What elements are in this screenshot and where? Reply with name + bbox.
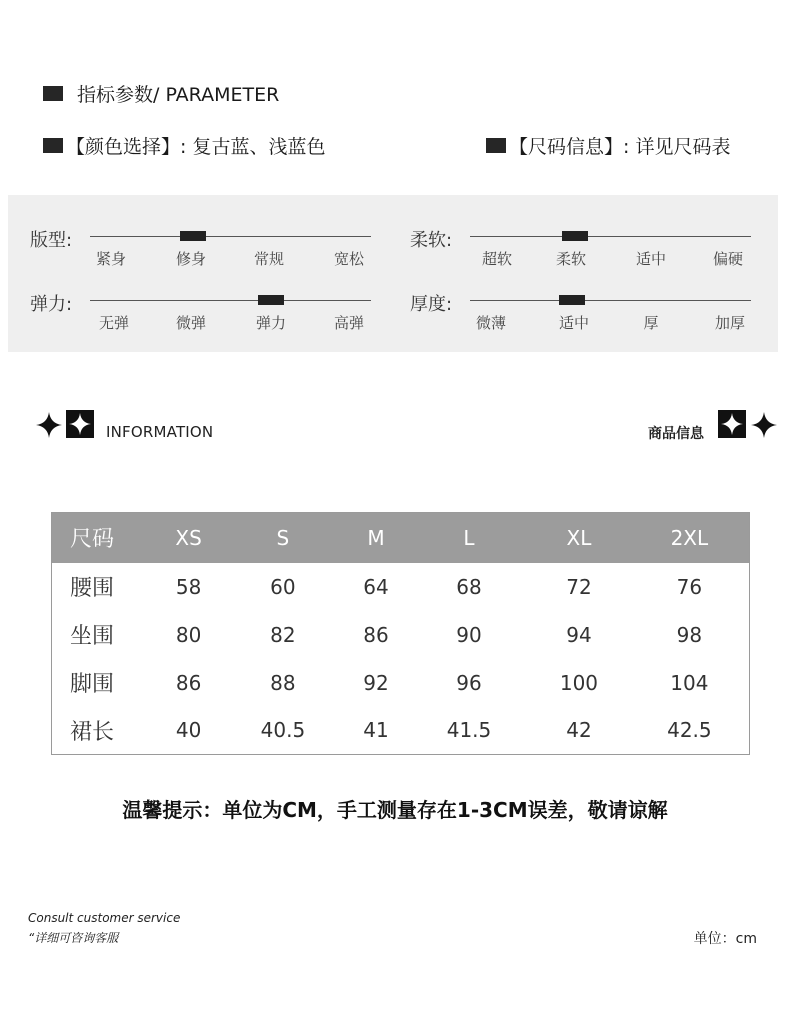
table-cell: 100 xyxy=(559,670,599,695)
table-cell: 68 xyxy=(456,574,482,599)
header-cell: M xyxy=(342,513,410,563)
table-cell: 76 xyxy=(676,574,703,599)
header-cell: L xyxy=(410,513,528,563)
row-label: 坐围 xyxy=(70,624,115,649)
color-square-icon xyxy=(43,138,63,153)
attribute-panel xyxy=(8,195,778,352)
option-label: 厚 xyxy=(643,314,659,332)
table-row xyxy=(52,611,750,659)
option-label: 微弹 xyxy=(175,314,207,332)
color-label: 【颜色选择】: 复古蓝、浅蓝色 xyxy=(66,136,326,158)
consult-service-en: Consult customer service xyxy=(28,911,181,925)
table-cell: 58 xyxy=(175,574,202,599)
row-label: 脚围 xyxy=(70,672,115,697)
table-cell: 60 xyxy=(270,574,296,599)
table-row xyxy=(52,707,750,755)
table-cell: 92 xyxy=(363,670,389,695)
option-label: 微薄 xyxy=(475,314,507,332)
option-label: 适中 xyxy=(635,250,667,268)
information-title: INFORMATION xyxy=(106,423,214,441)
table-cell: 80 xyxy=(175,622,202,647)
sparkle-box-icon xyxy=(66,410,94,438)
table-row xyxy=(52,563,750,611)
header-cell: 2XL xyxy=(630,513,750,563)
option-label: 修身 xyxy=(175,250,207,268)
option-label: 常规 xyxy=(253,250,285,268)
option-label: 宽松 xyxy=(333,250,365,268)
sparkle-icon xyxy=(751,412,777,438)
option-label: 偏硬 xyxy=(712,250,744,268)
table-cell: 41.5 xyxy=(446,718,492,743)
option-label: 适中 xyxy=(558,314,590,332)
sparkle-icon xyxy=(36,412,62,438)
size-info-label: 【尺码信息】: 详见尺码表 xyxy=(509,136,731,158)
table-cell: 72 xyxy=(566,574,592,599)
sparkle-box-icon xyxy=(718,410,746,438)
unit-label: 单位：cm xyxy=(693,931,757,947)
header-cell: 尺码 xyxy=(52,513,154,563)
size-info-square-icon xyxy=(486,138,506,153)
product-info-title: 商品信息 xyxy=(648,426,704,442)
table-cell: 88 xyxy=(270,670,296,695)
scale-marker xyxy=(258,295,284,305)
attribute-label: 版型: xyxy=(30,230,73,251)
table-cell: 40 xyxy=(175,718,202,743)
table-cell: 96 xyxy=(456,670,482,695)
table-row xyxy=(52,659,750,707)
table-cell: 42 xyxy=(566,718,592,743)
scale-marker xyxy=(180,231,206,241)
scale-line xyxy=(90,236,371,237)
table-cell: 82 xyxy=(270,622,296,647)
attribute-label: 厚度: xyxy=(410,294,453,315)
option-label: 无弹 xyxy=(98,314,130,332)
option-label: 柔软 xyxy=(555,250,587,268)
option-label: 紧身 xyxy=(95,250,127,268)
size-table xyxy=(51,512,750,755)
table-cell: 90 xyxy=(456,622,482,647)
measurement-tip: 温馨提示：单位为CM，手工测量存在1-3CM误差，敬请谅解 xyxy=(122,798,668,822)
consult-service-cn: “详细可咨询客服 xyxy=(28,931,119,945)
scale-line xyxy=(90,300,371,301)
row-label: 腰围 xyxy=(70,576,115,601)
option-label: 超软 xyxy=(481,250,513,268)
scale-line xyxy=(470,300,751,301)
table-header-row xyxy=(52,513,750,563)
header-cell: XL xyxy=(528,513,630,563)
header-cell: S xyxy=(224,513,342,563)
table-cell: 42.5 xyxy=(667,718,712,743)
option-label: 加厚 xyxy=(714,314,746,332)
scale-line xyxy=(470,236,751,237)
attribute-label: 柔软: xyxy=(410,230,453,251)
table-cell: 104 xyxy=(670,670,709,695)
table-cell: 40.5 xyxy=(260,718,306,743)
attribute-label: 弹力: xyxy=(30,294,73,315)
row-label: 裙长 xyxy=(70,719,115,745)
parameter-title: 指标参数/ PARAMETER xyxy=(77,84,280,106)
header-cell: XS xyxy=(154,513,224,563)
scale-marker xyxy=(559,295,585,305)
table-cell: 64 xyxy=(363,574,389,599)
option-label: 弹力 xyxy=(255,314,287,332)
scale-marker xyxy=(562,231,588,241)
table-cell: 86 xyxy=(175,670,202,695)
table-cell: 41 xyxy=(363,718,389,743)
option-label: 高弹 xyxy=(333,314,365,332)
table-cell: 86 xyxy=(363,622,389,647)
table-cell: 94 xyxy=(566,622,592,647)
table-cell: 98 xyxy=(676,622,703,647)
parameter-square-icon xyxy=(43,86,63,101)
